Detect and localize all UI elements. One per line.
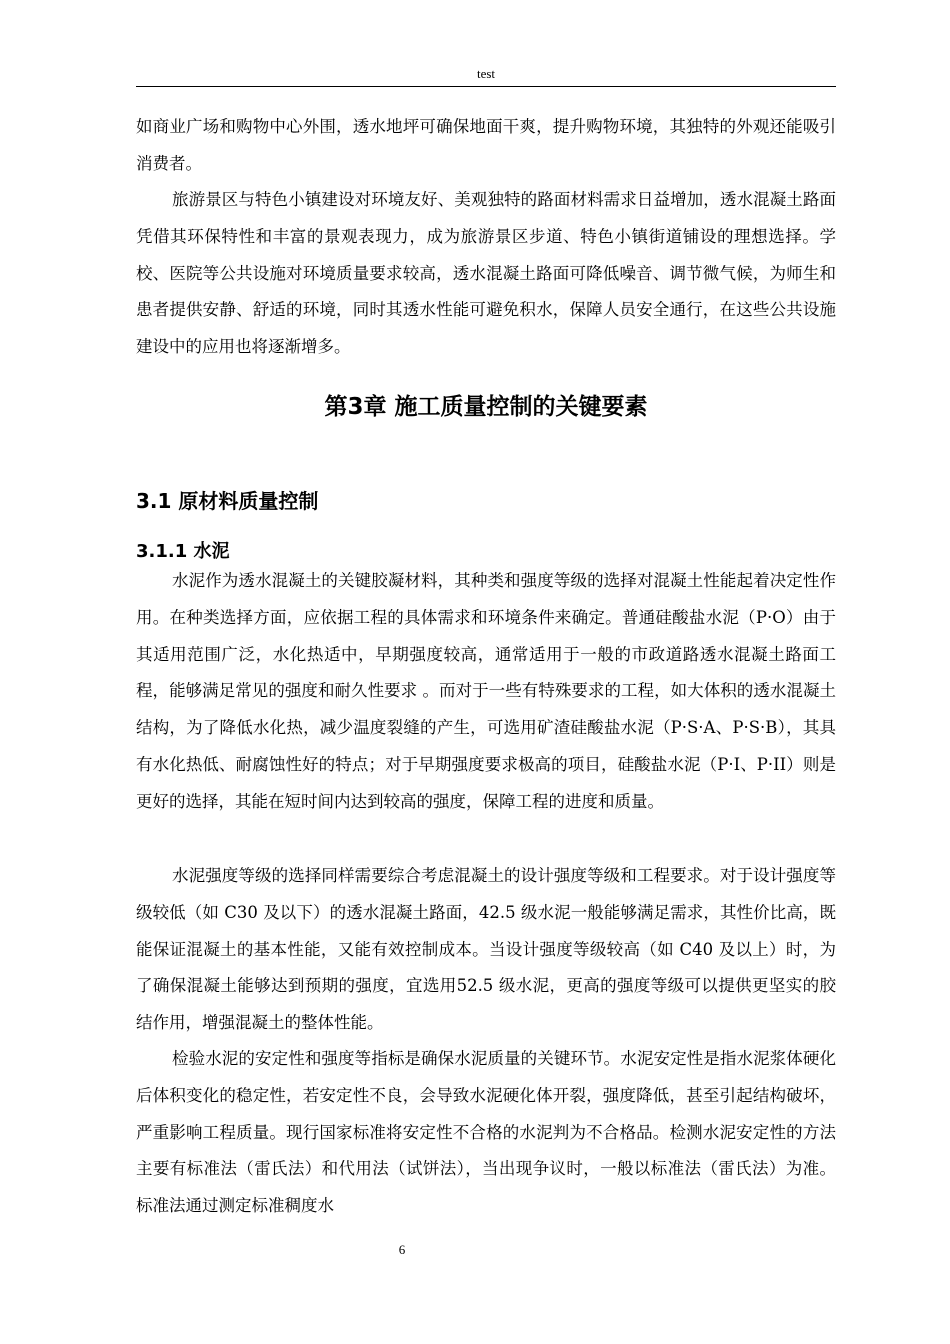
header-divider	[136, 86, 836, 87]
section-title: 3.1 原材料质量控制	[136, 489, 319, 513]
paragraph-tourism: 旅游景区与特色小镇建设对环境友好、美观独特的路面材料需求日益增加，透水混凝土路面凭借其环保特性和丰富的景观表现力，成为旅游景区步道、特色小镇街道铺设的理想选择。学校、医院等公共设施对环境质量要求较高，透水混凝土路面可降低噪音、调节微气候，为师生和患者提供安静、舒适的环境，同时其透水性能可避免积水，保障人员安全通行，在这些公共设施建设中的应用也将逐渐增多。	[136, 190, 836, 357]
paragraph-cement-type: 水泥作为透水混凝土的关键胶凝材料，其种类和强度等级的选择对混凝土性能起着决定性作用。在种类选择方面，应依据工程的具体需求和环境条件来确定。普通硅酸盐水泥（P·O）由于其适用范围广泛，水化热适中，早期强度较高，通常适用于一般的市政道路透水混凝土路面工程，能够满足常见的强度和耐久性要求 。而对于一些有特殊要求的工程，如大体积的透水混凝土结构，为了降低水化热，减少温度裂缝的产生，可选用矿渣硅酸盐水泥（P·S·A、P·S·B），其具有水化热低、耐腐蚀性好的特点；对于早期强度要求极高的项目，硅酸盐水泥（P·I、P·II）则是更好的选择，其能在短时间内达到较高的强度，保障工程的进度和质量。	[136, 571, 836, 811]
chapter-title: 第3章 施工质量控制的关键要素	[324, 394, 648, 420]
paragraph-cement-grade: 水泥强度等级的选择同样需要综合考虑混凝土的设计强度等级和工程要求。对于设计强度等级较低（如 C30 及以下）的透水混凝土路面，42.5 级水泥一般能够满足需求，其性价比高，既能保证混凝土的基本性能，又能有效控制成本。当设计强度等级较高（如 C40 及以上）时，为了确保混凝土能够达到预期的强度，宜选用52.5 级水泥，更高的强度等级可以提供更坚实的胶结作用，增强混凝土的整体性能。	[136, 866, 836, 1033]
subsection-title: 3.1.1 水泥	[136, 541, 230, 562]
page-header: test	[476, 66, 496, 81]
paragraph-commercial: 如商业广场和购物中心外围，透水地坪可确保地面干爽，提升购物环境，其独特的外观还能吸引消费者。	[136, 117, 836, 173]
page-number: 6	[398, 1242, 406, 1257]
paragraph-cement-soundness: 检验水泥的安定性和强度等指标是确保水泥质量的关键环节。水泥安定性是指水泥浆体硬化后体积变化的稳定性，若安定性不良，会导致水泥硬化体开裂，强度降低，甚至引起结构破坏，严重影响工程质量。现行国家标准将安定性不合格的水泥判为不合格品。检测水泥安定性的方法主要有标准法（雷氏法）和代用法（试饼法），当出现争议时，一般以标准法（雷氏法）为准。标准法通过测定标准稠度水	[136, 1049, 836, 1216]
